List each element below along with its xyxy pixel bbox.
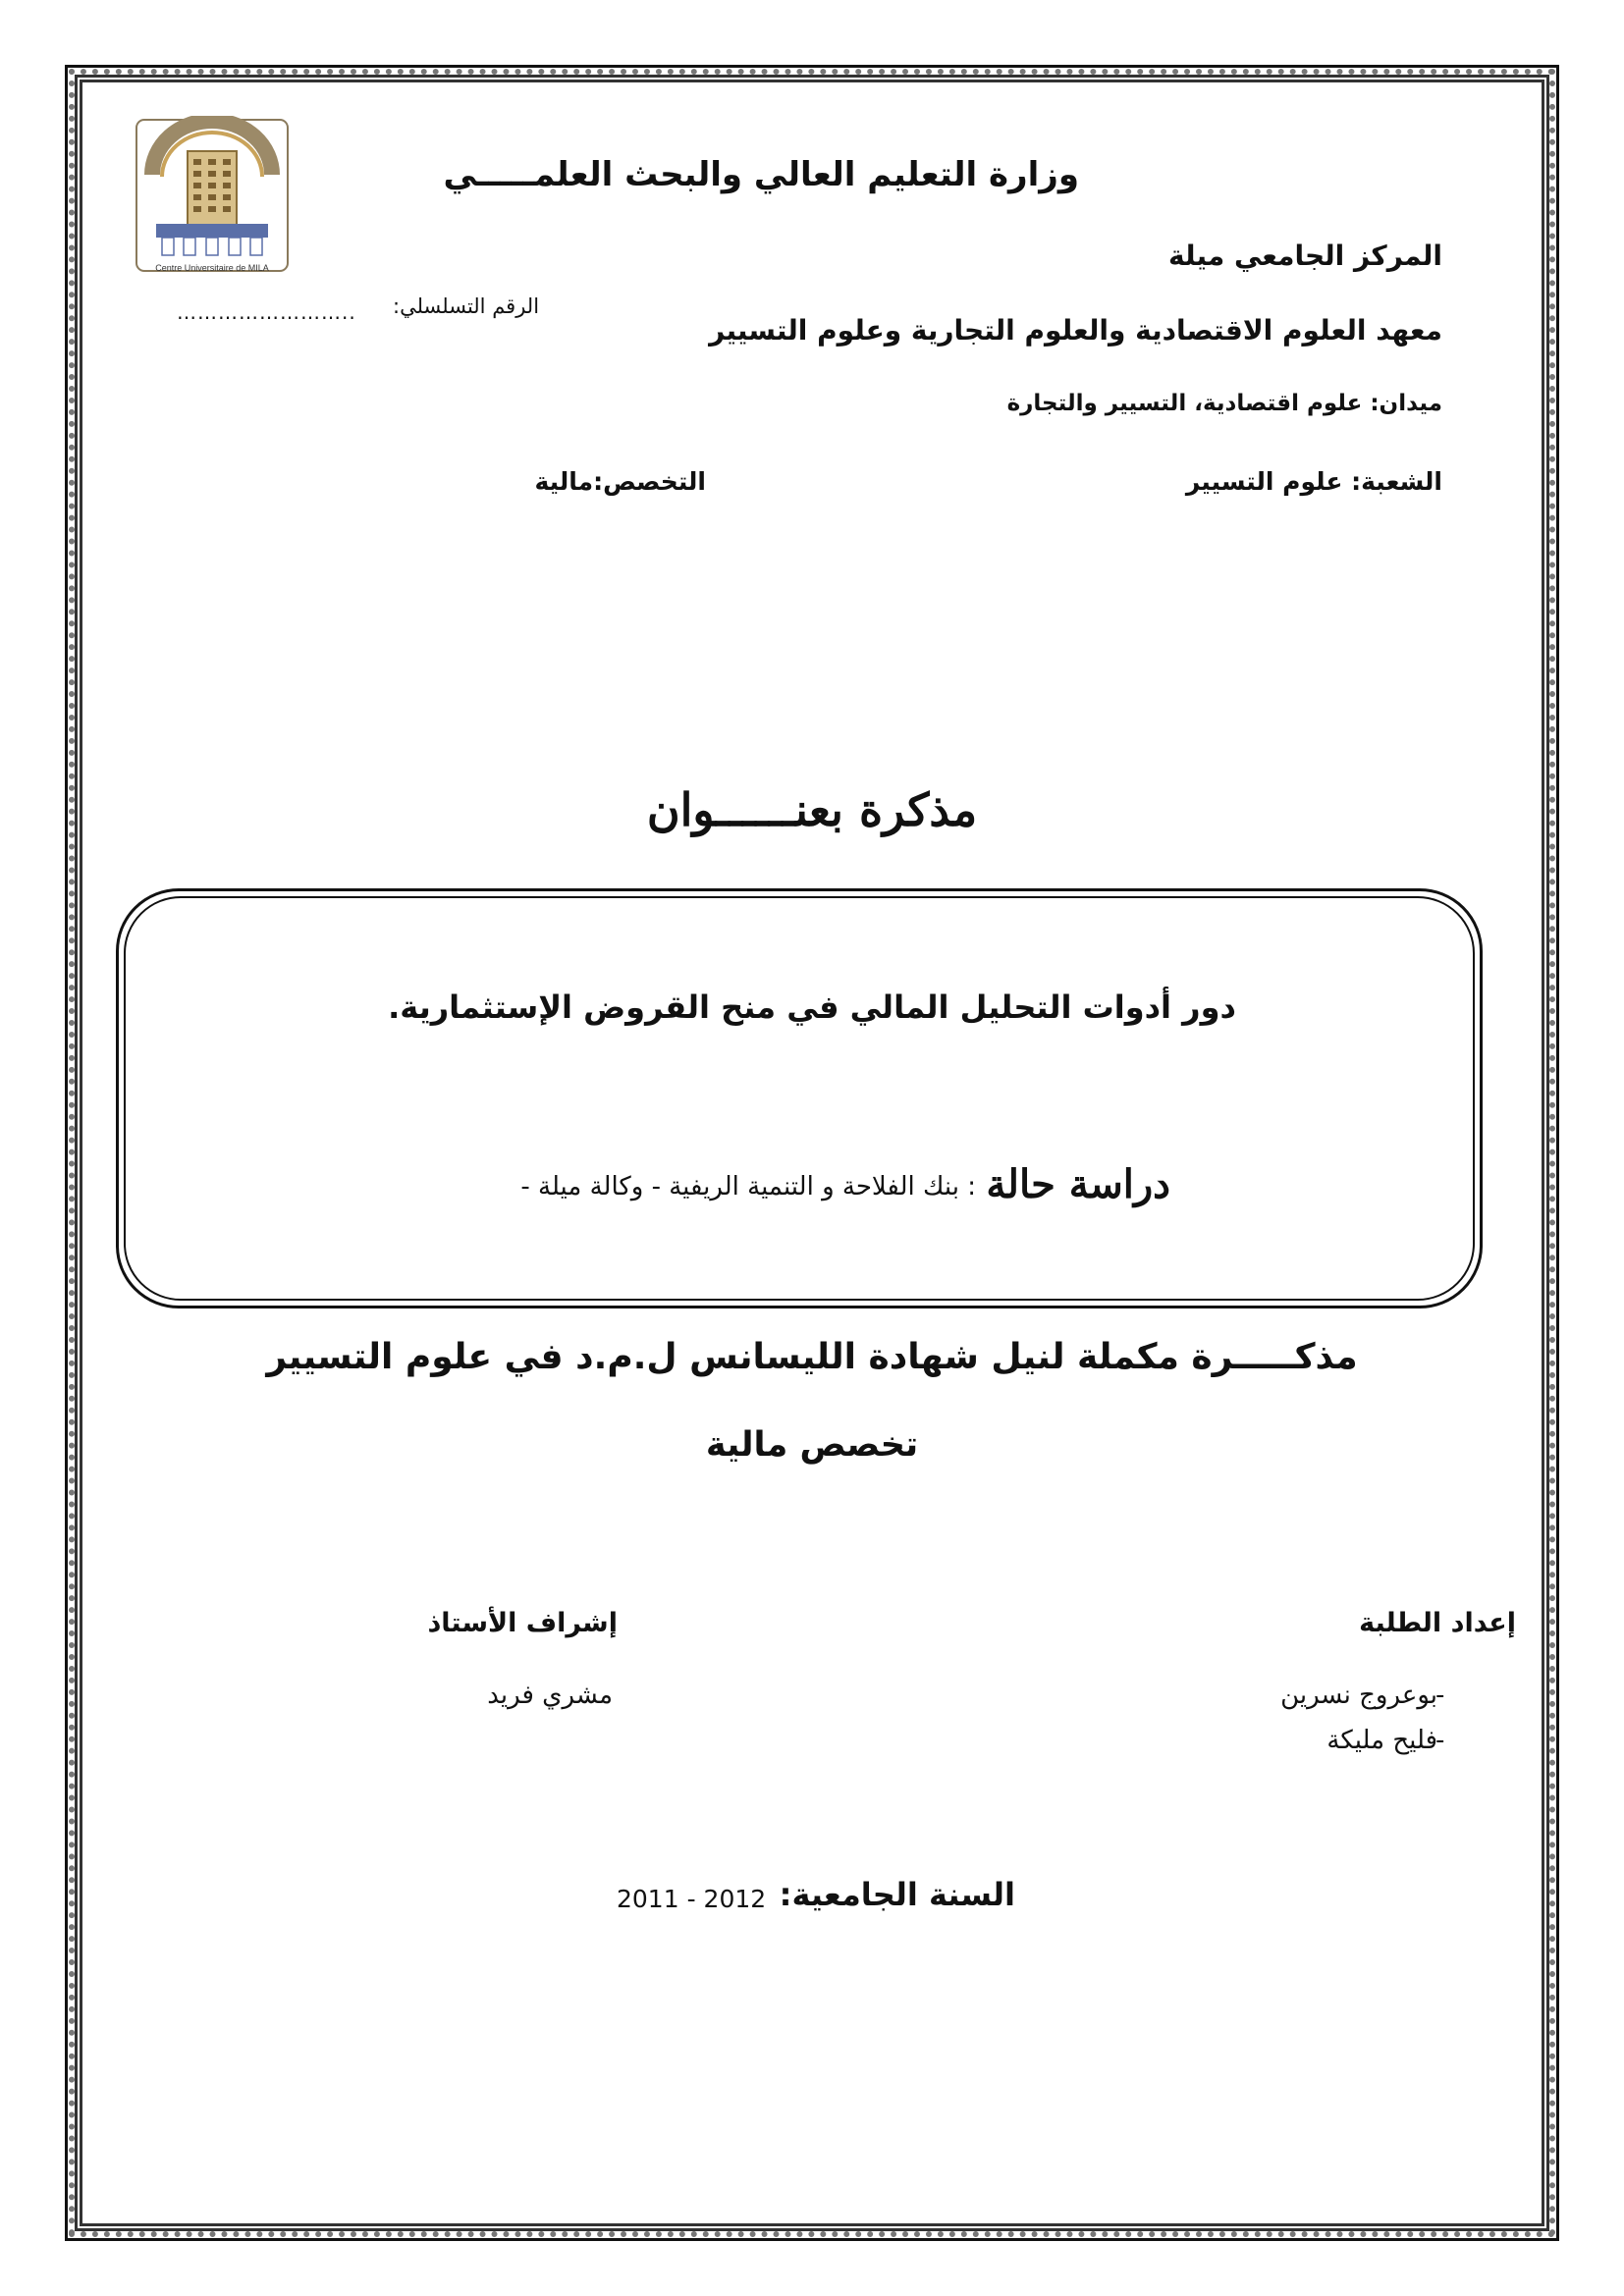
degree-statement: مذكـــــرة مكملة لنيل شهادة الليسانس ل.م.د في علوم التسيير [266,1337,1358,1377]
logo-caption: Centre Universitaire de MILA [155,263,269,273]
case-study-label: دراسة حالة [986,1161,1170,1207]
memo-heading: مذكرة بعنــــــوان [646,783,978,836]
branch-line: الشعبة: علوم التسيير [1185,467,1442,496]
serial-number-label: الرقم التسلسلي: [393,294,540,318]
university-center-name: المركز الجامعي ميلة [1168,240,1442,272]
academic-year-value: 2011 - 2012 [617,1885,767,1913]
student-name: بوعروج نسرين [1280,1681,1437,1710]
title-box-inner-border [124,896,1475,1301]
serial-number-placeholder: …………………….. [177,300,356,324]
case-study-text: : بنك الفلاحة و التنمية الريفية - وكالة ميلة - [520,1172,976,1201]
field-line: ميدان: علوم اقتصادية، التسيير والتجارة [1006,391,1442,416]
specialty-statement: تخصص مالية [705,1425,919,1465]
list-bullet: - [1435,1726,1445,1755]
thesis-title: دور أدوات التحليل المالي في منح القروض الإستثمارية. [388,988,1236,1026]
specialization-line: التخصص:مالية [534,467,706,496]
students-label: إعداد الطلبة [1359,1608,1516,1638]
university-logo-icon [133,116,292,275]
list-bullet: - [1435,1681,1445,1710]
institute-name: معهد العلوم الاقتصادية والعلوم التجارية وعلوم التسيير [709,314,1442,347]
supervisor-name: مشري فريد [487,1681,613,1710]
supervisor-label: إشراف الأستاذ [427,1608,618,1638]
academic-year-label: السنة الجامعية: [779,1876,1015,1913]
student-name: فليح مليكة [1326,1726,1437,1755]
ministry-title: وزارة التعليم العالي والبحث العلمـــــي [443,155,1079,194]
